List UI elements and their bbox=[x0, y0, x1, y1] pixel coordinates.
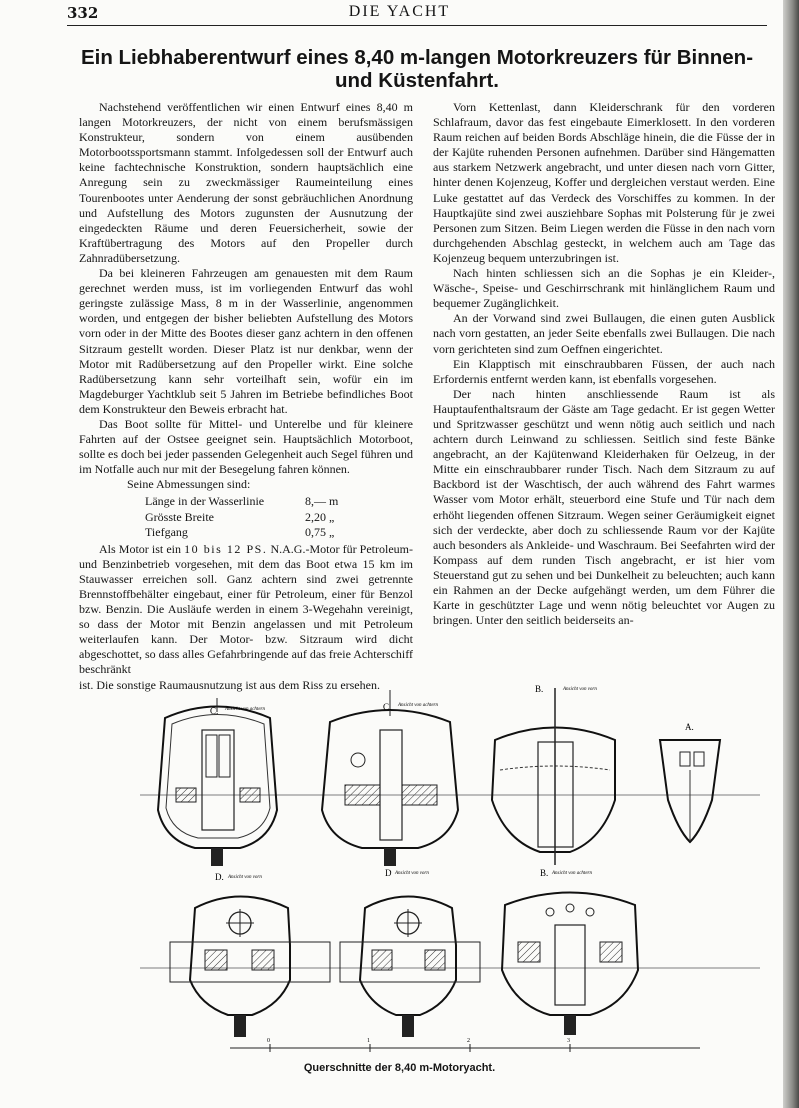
scale-label: 1 bbox=[367, 1038, 370, 1044]
view-note: Ansicht von achtern bbox=[398, 703, 438, 708]
running-head: DIE YACHT bbox=[348, 3, 451, 20]
view-note: Ansicht von achtern bbox=[552, 871, 592, 876]
section-a-view bbox=[660, 740, 720, 842]
paragraph: Das Boot sollte für Mittel- und Unterelbe und für kleinere Fahrten auf der Ostsee geeignet sein. Hauptsächlich Motorboot, sollte es doch bei jeder passenden Gelegenheit auch Segel führen und im Notfalle auch nur mit der Besegelung fahren können. bbox=[79, 416, 413, 477]
dimension-value: 2,20 „ bbox=[305, 509, 335, 524]
section-b-view-2 bbox=[502, 893, 638, 1036]
dimension-value: 8,— m bbox=[305, 494, 339, 509]
scale-label: 2 bbox=[467, 1038, 470, 1044]
scale-bar bbox=[230, 1038, 700, 1052]
paragraph: Vorn Kettenlast, dann Kleiderschrank für den vorderen Schlafraum, davor das fest eingebaute Eimerklosett. In den vorderen Raum reichen auf beiden Bords Abschläge hinein, die die Füsse der in der Kajüte ruhenden Personen aufnehmen. Darüber sind Hängematten aus starkem Netzwerk angebracht, und unter diesen nach vorn Gitter, hinter denen Kojenzeug, Koffer und dergleichen verstaut werden. Eine Luke gestattet auf das Verdeck des Vorschiffes zu kommen. In der Hauptkajüte sind zwei ausziehbare Sophas mit Polsterung für je zwei Personen zum Sitzen. Beim Liegen werden die Füsse in den nach vorn durchgehenden Abschlag gesteckt, in welchem auch am Tage das Kojenzeug bequem unterzubringen ist. bbox=[433, 100, 775, 265]
view-note: Ansicht von vorn bbox=[395, 871, 429, 876]
page-number: 332 bbox=[67, 4, 99, 22]
left-column bbox=[79, 100, 413, 693]
dimension-row bbox=[145, 494, 413, 509]
article-title: Ein Liebhaberentwurf eines 8,40 m-langen Motorkreuzers für Binnen- und Küstenfahrt. bbox=[80, 46, 754, 92]
section-label: D bbox=[385, 868, 392, 878]
view-note: Ansicht von achtern bbox=[225, 707, 265, 712]
scale-label: 3 bbox=[567, 1038, 570, 1044]
scale-label: 0 bbox=[267, 1038, 270, 1044]
paragraph: Nachstehend veröffentlichen wir einen Entwurf eines 8,40 m langen Motorkreuzers, der nicht von einem berufsmässigen Konstrukteur, sondern von einem ausübenden Motorbootssportsmann stammt. Infolgedessen soll der Entwurf auch keine fachtechnische Konstruktion, sondern hauptsächlich eine Anregung sein zu zweckmässiger Raumeinteilung eines Tourenbootes unter Aenderung der sonst gebräuchlichen Anordnung und Aufstellung des Motors zugunsten der Ausnutzung der eingedeckten Räume und deren Feuersicherheit, sowie der Kraftübertragung des Motors auf den Propeller durch Zahnradübersetzung. bbox=[79, 100, 413, 265]
paragraph: Da bei kleineren Fahrzeugen am genauesten mit dem Raum gerechnet werden muss, ist im vorliegenden Entwurf das wohl geringste zulässige Mass, 8 m in der Wasserlinie, angenommen worden, und entgegen der bisher beliebten Aufstellung des Motors vorn oder in der Mitte des Bootes dieser ganz achtern in den offenen Sitzraum gestellt worden. Dieser Platz ist nur denkbar, wenn der Motor mit Radübersetzung auf den Propeller wirkt. Eine solche Radübersetzung kann sehr vorteilhaft sein, wofür ein im Magdeburger Yachtklub seit 5 Jahren im Betriebe befindliches Boot dem Konstrukteur den Beweis erbracht hat. bbox=[79, 266, 413, 416]
motor-power: 10 bis 12 PS. bbox=[184, 541, 268, 556]
dimension-label: Grösste Breite bbox=[145, 509, 214, 524]
paragraph: Nach hinten schliessen sich an die Sophas je ein Kleider-, Wäsche-, Speise- und Geschirrschrank mit hinlänglichem Raum und bequemer Zugänglichkeit. bbox=[433, 266, 775, 311]
view-note: Ansicht von vorn bbox=[563, 687, 597, 692]
dimension-value: 0,75 „ bbox=[305, 524, 335, 539]
section-c-view-2 bbox=[322, 690, 458, 866]
section-d-view-1 bbox=[170, 897, 330, 1038]
section-label: B. bbox=[540, 868, 549, 878]
section-label: C. bbox=[210, 706, 219, 716]
cross-section-drawings bbox=[140, 680, 760, 1060]
paragraph: Seine Abmessungen sind: bbox=[127, 477, 251, 492]
last-line: ist. Die sonstige Raumausnutzung ist aus dem Riss zu ersehen. bbox=[79, 677, 380, 692]
section-label: C. bbox=[383, 702, 392, 712]
paragraph: An der Vorwand sind zwei Bullaugen, die einen guten Ausblick nach vorn gestatten, an jeder Seite ebenfalls zwei Bullaugen. Die nach vorn gerichteten sind zum Oeffnen eingerichtet. bbox=[433, 311, 775, 356]
paragraph-motor: Als Motor ist ein 10 bis 12 PS. N.A.G.-Motor für Petroleum- und Benzinbetrieb vorgesehen, mit dem das Boot etwa 15 km im Stauwasser erreichen soll. Ganz achtern sind zwei getrennte Brennstoffbehälter eingebaut, einer für Petroleum, einer für Benzol bzw. Benzin. Die Ausläufe werden in einem 3-Wegehahn vereinigt, so dass der Motor mit Benzin angelassen und mit Petroleum weiterlaufen kann. Der Motor- bzw. Sitzraum wird dicht abgeschottet, so dass alles Gefahrbringende auf das freie Achterschiff beschränkt bbox=[79, 541, 413, 677]
dimension-row bbox=[145, 525, 413, 540]
header-rule bbox=[67, 25, 767, 26]
dimensions-table bbox=[145, 494, 413, 539]
paragraph: Ein Klapptisch mit einschraubbaren Füssen, der auch nach Erfordernis entfernt werden kann, ist ebenfalls vorgesehen. bbox=[433, 356, 775, 386]
section-b-view-1 bbox=[492, 688, 615, 865]
book-spine-shadow bbox=[783, 0, 799, 1108]
section-label: B. bbox=[535, 684, 544, 694]
section-label: A. bbox=[685, 722, 694, 732]
dimension-label: Länge in der Wasserlinie bbox=[145, 494, 265, 509]
dimension-row bbox=[145, 510, 413, 525]
dimension-label: Tiefgang bbox=[145, 524, 188, 539]
figure-caption: Querschnitte der 8,40 m-Motoryacht. bbox=[303, 1062, 496, 1074]
view-note: Ansicht von vorn bbox=[228, 875, 262, 880]
right-column bbox=[433, 100, 775, 628]
section-c-view-1 bbox=[158, 698, 277, 866]
section-d-view-2 bbox=[340, 897, 480, 1038]
section-label: D. bbox=[215, 872, 224, 882]
paragraph: Der nach hinten anschliessende Raum ist als Hauptaufenthaltsraum der Gäste am Tage gedacht. Er ist gegen Wetter und Spritzwasser geschützt und wenn nötig auch seitlich und nach achtern durch Leinwand zu schliessen. Seitlich sind feste Bänke angebracht, an der Kajütenwand Kleiderhaken für Oelzeug, in der Mitte ein einschraubbarer runder Tisch. Nach dem Sitzraum zu auf Backbord ist der Waschtisch, der auch während des Fahrt warmes Wasser vom Motor erhält, steuerbord eine Stufe und Tür nach dem erhöht liegenden offenen Sitzraum. Wegen seiner Geräumigkeit eignet sich der verdeckte, aber doch zu schliessende Raum vor der Kajüte auch besonders als Ankleide- und Waschraum. Bei Seefahrten wird der Kompass auf dem runden Tisch angebracht, er ist hier vom Steuerstand gut zu sehen und bei Dunkelheit zu beleuchten; auch kann ein Rahmen an der Decke aufgehängt werden, um dem Führer die Karte in geschützter Lage und wenn nötig beleuchtet vor Augen zu bringen. Unter den seitlich beiderseits an- bbox=[433, 386, 775, 628]
